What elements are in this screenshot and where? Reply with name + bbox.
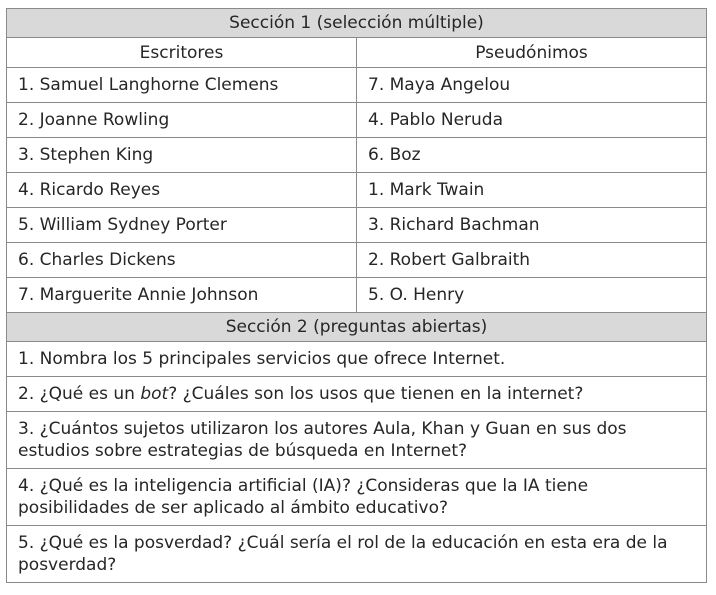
writer-cell: 6. Charles Dickens (7, 243, 357, 278)
pseudonym-cell: 3. Richard Bachman (357, 208, 707, 243)
question-2-suffix: ? ¿Cuáles son los usos que tienen en la internet? (168, 384, 584, 404)
pseudonym-cell: 5. O. Henry (357, 278, 707, 313)
table-row (7, 68, 707, 103)
question-row (7, 342, 707, 377)
question-3: 3. ¿Cuántos sujetos utilizaron los autores Aula, Khan y Guan en sus dos estudios sobre estrategias de búsqueda en Internet? (7, 412, 707, 469)
quiz-table (6, 8, 707, 583)
table-row (7, 173, 707, 208)
pseudonym-cell: 1. Mark Twain (357, 173, 707, 208)
table-row (7, 103, 707, 138)
document-table-wrapper (6, 8, 706, 583)
section2-title: Sección 2 (preguntas abiertas) (7, 313, 707, 342)
question-row (7, 377, 707, 412)
question-1: 1. Nombra los 5 principales servicios que ofrece Internet. (7, 342, 707, 377)
table-row (7, 278, 707, 313)
section1-header-row (7, 9, 707, 38)
column-header-pseudonimos: Pseudónimos (357, 38, 707, 68)
question-row (7, 526, 707, 583)
writer-cell: 7. Marguerite Annie Johnson (7, 278, 357, 313)
writer-cell: 2. Joanne Rowling (7, 103, 357, 138)
column-header-row (7, 38, 707, 68)
table-row (7, 208, 707, 243)
column-header-escritores: Escritores (7, 38, 357, 68)
writer-cell: 5. William Sydney Porter (7, 208, 357, 243)
pseudonym-cell: 7. Maya Angelou (357, 68, 707, 103)
writer-cell: 3. Stephen King (7, 138, 357, 173)
pseudonym-cell: 4. Pablo Neruda (357, 103, 707, 138)
pseudonym-cell: 6. Boz (357, 138, 707, 173)
writer-cell: 1. Samuel Langhorne Clemens (7, 68, 357, 103)
pseudonym-cell: 2. Robert Galbraith (357, 243, 707, 278)
writer-cell: 4. Ricardo Reyes (7, 173, 357, 208)
table-row (7, 138, 707, 173)
question-2-prefix: 2. ¿Qué es un (18, 384, 141, 404)
section1-title: Sección 1 (selección múltiple) (7, 9, 707, 38)
question-5: 5. ¿Qué es la posverdad? ¿Cuál sería el rol de la educación en esta era de la posverdad? (7, 526, 707, 583)
question-row (7, 412, 707, 469)
question-2-emphasis: bot (140, 384, 169, 404)
section2-header-row (7, 313, 707, 342)
table-row (7, 243, 707, 278)
question-4: 4. ¿Qué es la inteligencia artificial (IA)? ¿Consideras que la IA tiene posibilidades de ser aplicado al ámbito educativo? (7, 469, 707, 526)
question-2 (7, 377, 707, 412)
question-row (7, 469, 707, 526)
